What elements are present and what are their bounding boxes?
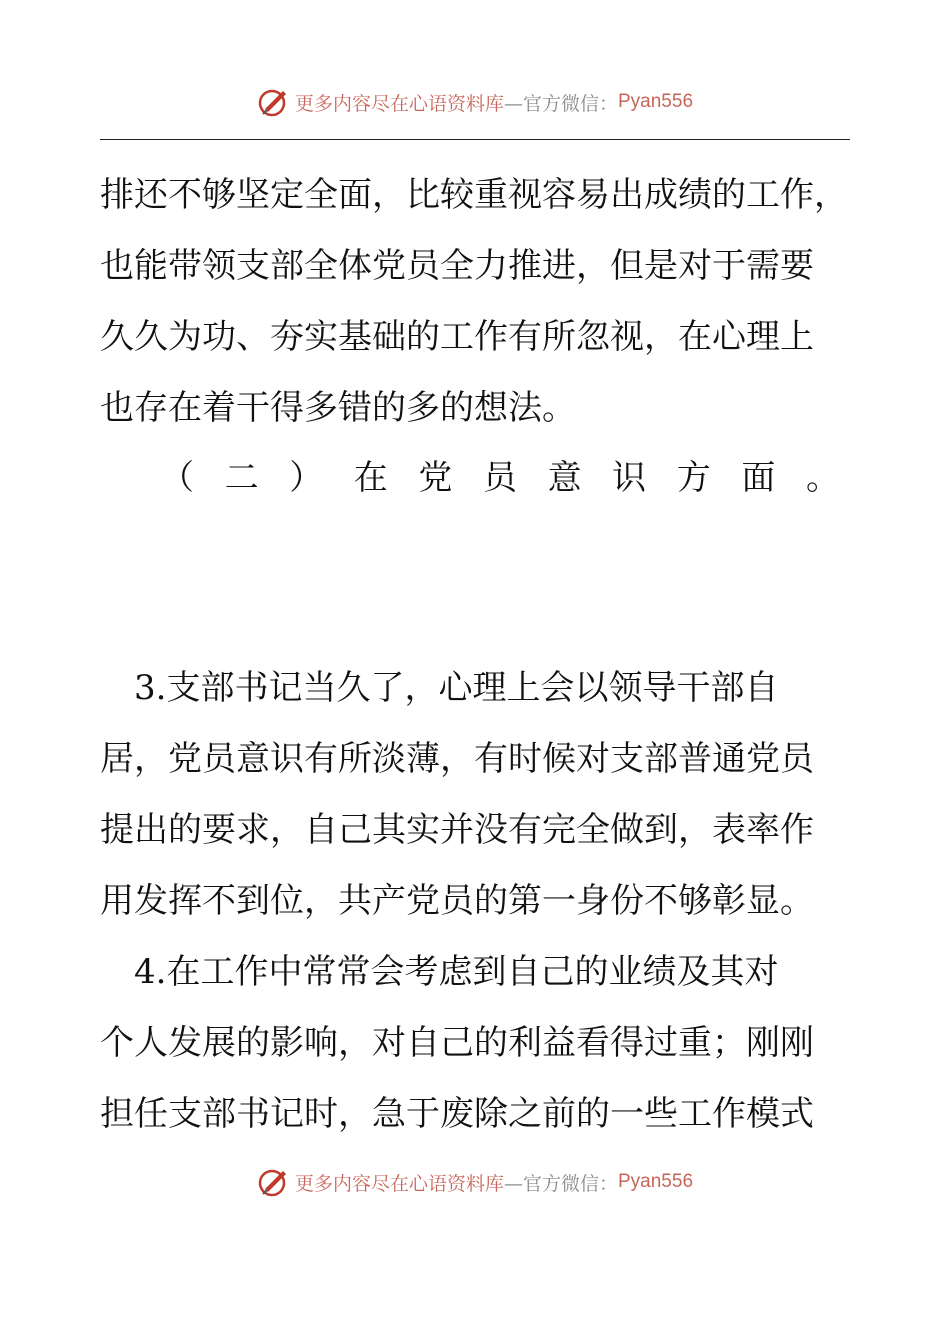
body-line: 用发挥不到位，共产党员的第一身份不够彰显。 (100, 881, 814, 921)
watermark-separator: —官方微信： (503, 1172, 618, 1195)
watermark-separator: —官方微信： (503, 92, 618, 115)
watermark-wechat-id: Pyan556 (618, 1171, 694, 1192)
header-divider (100, 139, 850, 140)
heading-char: （ (160, 458, 194, 498)
heading-char: 在 (353, 458, 388, 498)
body-line: 也能带领支部全体党员全力推进，但是对于需要 (100, 246, 814, 286)
footer-watermark (0, 1162, 950, 1202)
body-line: 4.在工作中常常会考虑到自己的业绩及其对 (100, 952, 779, 992)
section-heading (160, 456, 840, 500)
heading-char: 面 (741, 458, 776, 498)
heading-char: ） (289, 458, 324, 498)
heading-char: 员 (482, 458, 517, 498)
header-watermark (0, 82, 950, 122)
heading-char: 。 (805, 458, 840, 498)
body-line: 担任支部书记时，急于废除之前的一些工作模式 (100, 1094, 814, 1134)
body-line: 提出的要求，自己其实并没有完全做到，表率作 (100, 810, 814, 850)
body-line: 3.支部书记当久了，心理上会以领导干部自 (100, 668, 779, 708)
pen-circle-logo-icon (257, 85, 291, 119)
heading-char: 二 (224, 458, 259, 498)
body-line: 个人发展的影响，对自己的利益看得过重；刚刚 (100, 1023, 814, 1063)
body-line: 居，党员意识有所淡薄，有时候对支部普通党员 (100, 739, 814, 779)
watermark-main-text: 更多内容尽在心语资料库 (294, 1172, 504, 1195)
body-line: 也存在着干得多错的多的想法。 (100, 388, 576, 428)
heading-char: 党 (418, 458, 453, 498)
heading-char: 意 (547, 458, 582, 498)
pen-circle-logo-icon (257, 1165, 291, 1199)
watermark-wechat-id: Pyan556 (618, 91, 694, 112)
body-line: 排还不够坚定全面，比较重视容易出成绩的工作， (100, 175, 848, 215)
heading-char: 识 (612, 458, 647, 498)
body-line: 久久为功、夯实基础的工作有所忽视，在心理上 (100, 317, 814, 357)
watermark-main-text: 更多内容尽在心语资料库 (294, 92, 504, 115)
heading-char: 方 (676, 458, 711, 498)
